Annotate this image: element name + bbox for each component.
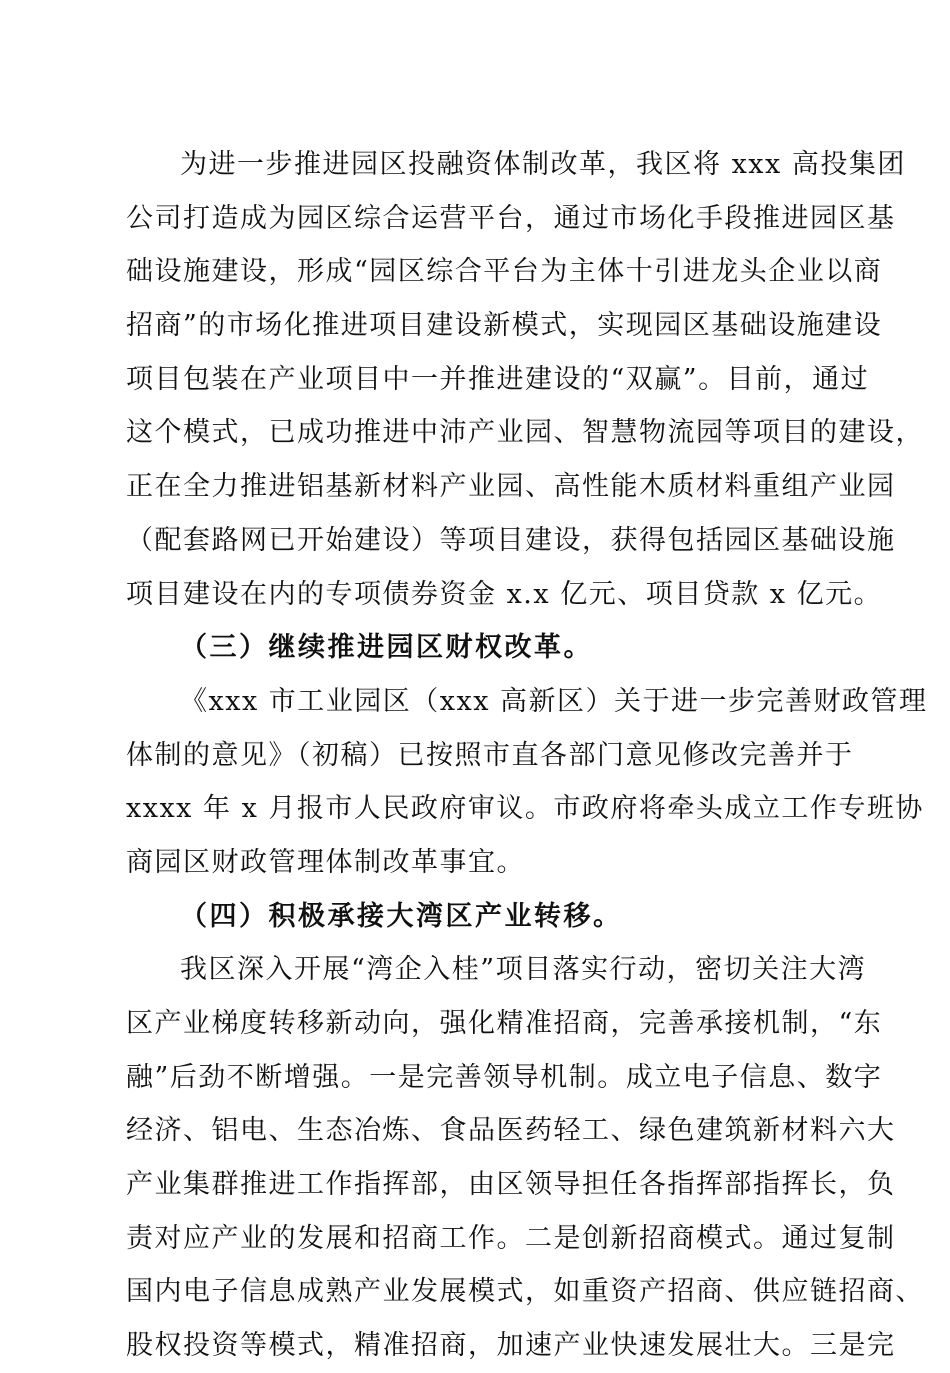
text-line: xxxx 年 x 月报市人民政府审议。市政府将牵头成立工作专班协: [126, 793, 924, 825]
heading-text: （三）继续推进园区财权改革。: [180, 632, 593, 664]
text-line: 产业集群推进工作指挥部，由区领导担任各指挥部指挥长，负: [126, 1169, 896, 1201]
text-line: 招商”的市场化推进项目建设新模式，实现园区基础设施建设: [126, 310, 883, 342]
text-line: 这个模式，已成功推进中沛产业园、智慧物流园等项目的建设，: [126, 417, 924, 449]
text-line: 股权投资等模式，精准招商，加速产业快速发展壮大。三是完: [126, 1330, 896, 1362]
paragraph-investment-reform: [126, 138, 924, 621]
heading-text: （四）积极承接大湾区产业转移。: [180, 900, 623, 932]
text-line: 项目建设在内的专项债券资金 x.x 亿元、项目贷款 x 亿元。: [126, 578, 883, 610]
text-line: 责对应产业的发展和招商工作。二是创新招商模式。通过复制: [126, 1222, 896, 1254]
paragraph-bay-area-transfer: [126, 943, 924, 1373]
document-body: [126, 138, 928, 1373]
text-line: 项目包装在产业项目中一并推进建设的“双赢”。目前，通过: [126, 363, 870, 395]
section-heading-3: [126, 621, 826, 675]
text-line: 础设施建设，形成“园区综合平台为主体十引进龙头企业以商: [126, 256, 883, 288]
text-line: 为进一步推进园区投融资体制改革，我区将 xxx 高投集团: [180, 149, 906, 180]
text-line: 体制的意见》（初稿）已按照市直各部门意见修改完善并于: [126, 739, 854, 771]
text-line: 区产业梯度转移新动向，强化精准招商，完善承接机制，“东: [126, 1008, 883, 1039]
text-line: 融”后劲不断增强。一是完善领导机制。成立电子信息、数字: [126, 1061, 883, 1093]
section-heading-4: [126, 890, 826, 944]
text-line: 商园区财政管理体制改革事宜。: [126, 846, 525, 878]
text-line: 《xxx 市工业园区（xxx 高新区）关于进一步完善财政管理: [180, 685, 928, 717]
text-line: （配套路网已开始建设）等项目建设，获得包括园区基础设施: [126, 524, 896, 556]
paragraph-finance-reform: [126, 675, 928, 890]
text-line: 公司打造成为园区综合运营平台，通过市场化手段推进园区基: [126, 202, 896, 234]
text-line: 正在全力推进铝基新材料产业园、高性能木质材料重组产业园: [126, 471, 896, 503]
text-line: 国内电子信息成熟产业发展模式，如重资产招商、供应链招商、: [126, 1276, 924, 1308]
text-line: 我区深入开展“湾企入桂”项目落实行动，密切关注大湾: [180, 954, 867, 986]
text-line: 经济、铝电、生态冶炼、食品医药轻工、绿色建筑新材料六大: [126, 1115, 896, 1147]
